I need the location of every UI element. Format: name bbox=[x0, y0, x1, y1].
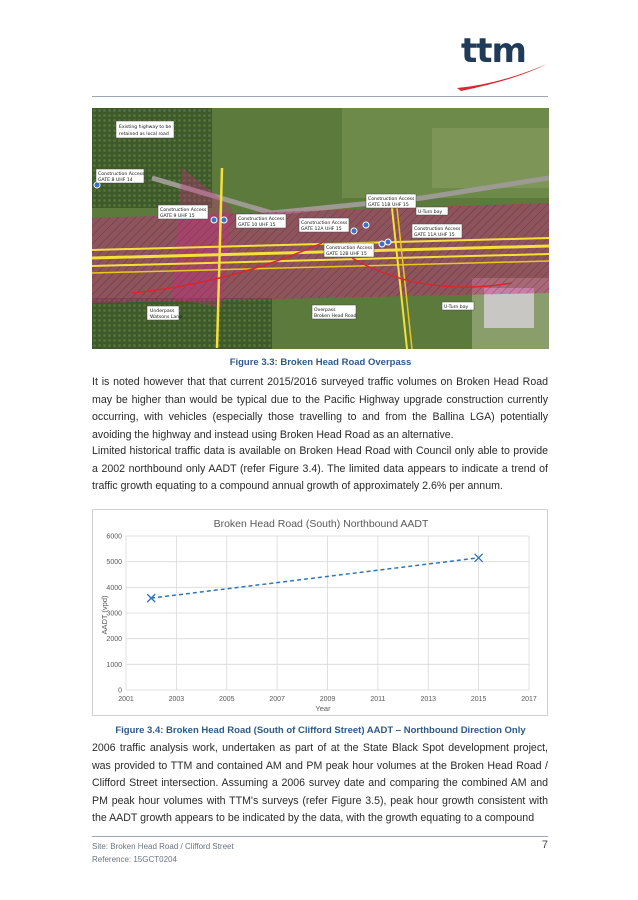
logo-text: ttm bbox=[461, 31, 526, 71]
y-tick-label: 3000 bbox=[106, 610, 122, 618]
header-divider bbox=[92, 96, 548, 97]
ttm-logo bbox=[455, 31, 555, 94]
x-tick-label: 2011 bbox=[370, 696, 386, 703]
x-tick-label: 2009 bbox=[319, 696, 336, 703]
label-gate11b-1: Construction Access bbox=[368, 197, 415, 202]
aadt-chart-svg bbox=[93, 510, 547, 715]
x-tick-label: 2015 bbox=[470, 696, 487, 703]
y-tick-label: 5000 bbox=[106, 559, 122, 567]
label-uturn-1: U-Turn bay bbox=[418, 210, 443, 215]
label-gate10-2: GATE 10 UHF 15 bbox=[238, 223, 276, 228]
label-overpass-1: Overpass bbox=[314, 308, 336, 313]
label-gate12a-2: GATE 12A UHF 15 bbox=[301, 227, 342, 232]
footer-reference: Reference: 15GCT0204 bbox=[92, 855, 177, 864]
y-tick-label: 6000 bbox=[106, 533, 122, 541]
x-tick-label: 2007 bbox=[269, 696, 285, 703]
label-gate11b-2: GATE 11B UHF 15 bbox=[368, 203, 409, 208]
label-uturn-2: U-Turn bay bbox=[444, 305, 469, 310]
page-number: 7 bbox=[541, 839, 548, 851]
label-gate10-1: Construction Access bbox=[238, 217, 285, 222]
logo-swoosh-icon bbox=[455, 62, 555, 92]
aerial-map-image bbox=[92, 108, 549, 349]
y-tick-label: 1000 bbox=[106, 661, 122, 669]
y-tick-label: 0 bbox=[118, 687, 122, 695]
label-overpass-2: Broken Head Road bbox=[314, 314, 357, 319]
x-tick-label: 2017 bbox=[521, 696, 537, 703]
label-existing-highway-1: Existing highway to be bbox=[119, 125, 172, 130]
label-underpass-2: Watsons Lane bbox=[150, 315, 182, 320]
label-gate12a-1: Construction Access bbox=[301, 221, 348, 226]
label-gate9-1: Construction Access bbox=[160, 208, 207, 213]
aadt-chart bbox=[92, 509, 548, 716]
x-axis-label: Year bbox=[315, 704, 331, 713]
x-tick-label: 2001 bbox=[118, 696, 134, 703]
x-tick-label: 2013 bbox=[420, 696, 437, 703]
footer-divider bbox=[92, 836, 548, 837]
y-tick-label: 4000 bbox=[106, 584, 122, 592]
y-tick-label: 2000 bbox=[106, 636, 122, 644]
label-gate11a-2: GATE 11A UHF 15 bbox=[414, 233, 455, 238]
chart-title: Broken Head Road (South) Northbound AADT bbox=[213, 518, 429, 530]
label-gate11a-1: Construction Access bbox=[414, 227, 461, 232]
label-gate12b-2: GATE 12B UHF 15 bbox=[326, 252, 367, 257]
label-gate12b-1: Construction Access bbox=[326, 246, 373, 251]
label-existing-highway-2: retained as local road bbox=[119, 132, 169, 137]
series-line bbox=[151, 558, 478, 598]
label-gate9-2: GATE 9 UHF 15 bbox=[160, 214, 195, 219]
paragraph-3: 2006 traffic analysis work, undertaken as part of at the State Black Spot development project, was provided to TTM and contained AM and PM peak hour volumes at the Broken Head Road / Clifford Street intersection. Assuming a 2006 survey date and comparing the combined AM and PM peak hour volumes with TTM's surveys (refer Figure 3.5), peak hour growth consistent with the AADT growth appears to be indicated by the data, with the growth equating to a compound bbox=[92, 742, 548, 824]
x-tick-label: 2003 bbox=[168, 696, 185, 703]
paragraph-2: Limited historical traffic data is available on Broken Head Road with Council only able to provide a 2002 northbound only AADT (refer Figure 3.4). The limited data appears to indicate a trend of traffic growth equating to a compound annual growth of approximately 2.6% per annum. bbox=[92, 445, 548, 492]
paragraph-1: It is noted however that that current 2015/2016 surveyed traffic volumes on Broken Head Road may be higher than would be typical due to the Pacific Highway upgrade construction currently occurring, with vehicles (especially those travelling to and from the Ballina LGA) potentially avoiding the highway and instead using Broken Head Road as an alternative. bbox=[92, 376, 548, 441]
label-gate8-2: GATE 8 UHF 14 bbox=[98, 178, 133, 183]
y-axis-label: AADT (vpd) bbox=[100, 595, 109, 635]
x-tick-label: 2005 bbox=[218, 696, 235, 703]
figure-3-4-caption: Figure 3.4: Broken Head Road (South of Clifford Street) AADT – Northbound Direction Only bbox=[115, 725, 526, 736]
label-underpass-1: Underpass bbox=[150, 309, 175, 314]
footer-site: Site: Broken Head Road / Clifford Street bbox=[92, 842, 234, 851]
label-gate8-1: Construction Access bbox=[98, 172, 145, 177]
figure-3-3-caption: Figure 3.3: Broken Head Road Overpass bbox=[229, 357, 412, 368]
